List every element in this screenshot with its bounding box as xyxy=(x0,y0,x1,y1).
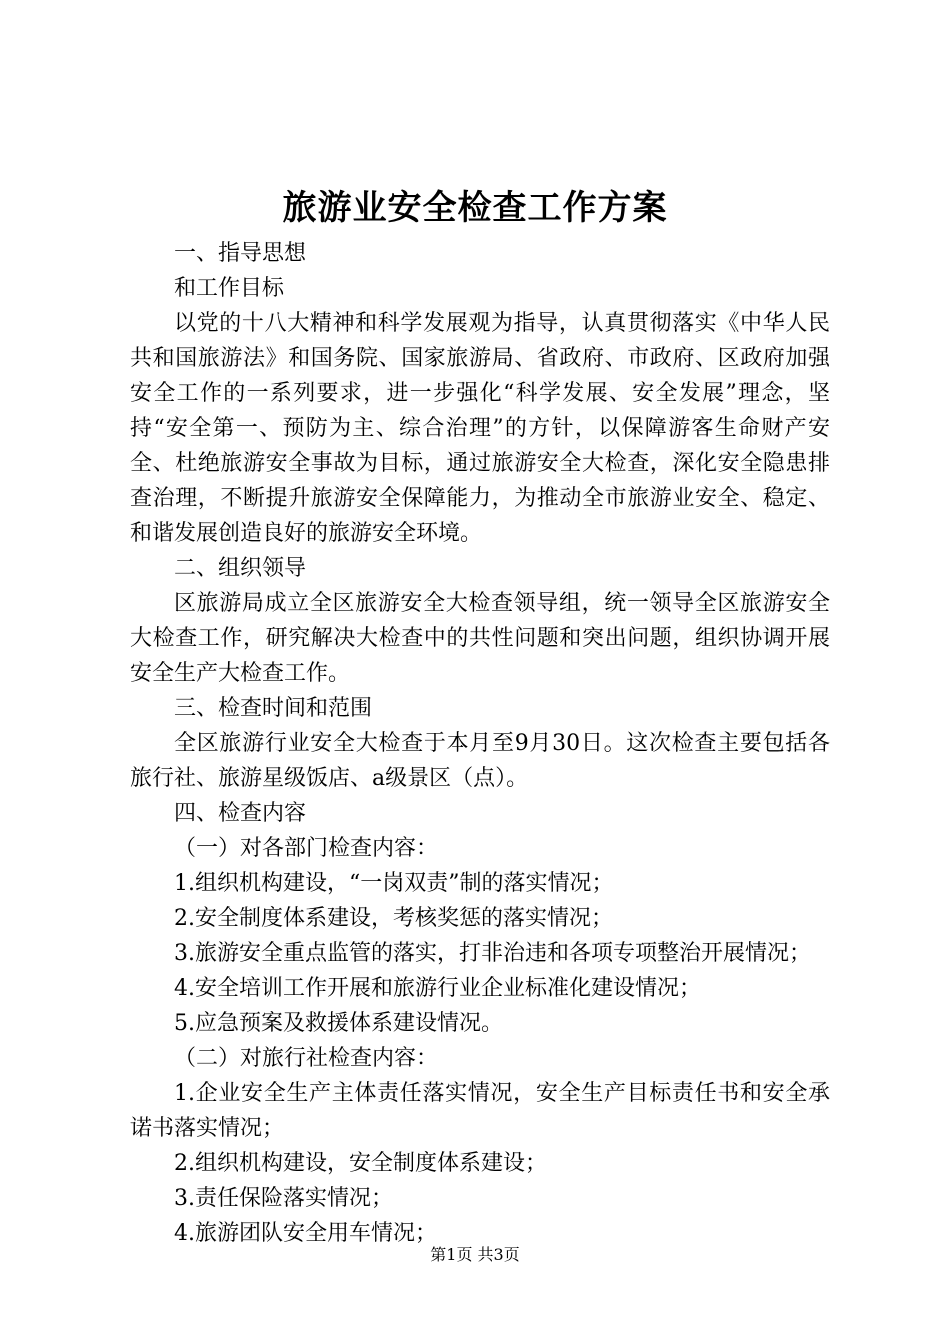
paragraph-organization: 区旅游局成立全区旅游安全大检查领导组，统一领导全区旅游安全大检查工作，研究解决大检查中的共性问题和突出问题，组织协调开展安全生产大检查工作。 xyxy=(130,591,830,686)
section-heading-guiding-thought: 一、指导思想 xyxy=(174,241,307,266)
list-item: 4.安全培训工作开展和旅游行业企业标准化建设情况； xyxy=(174,976,701,1001)
list-item: 2.安全制度体系建设，考核奖惩的落实情况； xyxy=(174,906,613,931)
paragraph-time-scope: 全区旅游行业安全大检查于本月至9月30日。这次检查主要包括各旅行社、旅游星级饭店、a级景区（点）。 xyxy=(130,731,830,791)
list-item: 3.责任保险落实情况； xyxy=(174,1186,393,1211)
document-body xyxy=(130,236,830,1251)
list-item: 5.应急预案及救援体系建设情况。 xyxy=(174,1011,503,1036)
list-item: 1.组织机构建设，“一岗双责”制的落实情况； xyxy=(174,871,614,896)
section-heading-time-scope: 三、检查时间和范围 xyxy=(174,696,373,721)
list-item: 4.旅游团队安全用车情况； xyxy=(174,1221,437,1246)
section-heading-organization: 二、组织领导 xyxy=(174,556,307,581)
list-item: 3.旅游安全重点监管的落实，打非治违和各项专项整治开展情况； xyxy=(174,941,811,966)
list-item: 1.企业安全生产主体责任落实情况，安全生产目标责任书和安全承诺书落实情况； xyxy=(130,1081,830,1141)
subsection-heading-departments: （一）对各部门检查内容： xyxy=(174,836,439,861)
list-item: 2.组织机构建设，安全制度体系建设； xyxy=(174,1151,547,1176)
section-heading-work-goal: 和工作目标 xyxy=(174,276,285,301)
page-number-footer: 第1页 共3页 xyxy=(430,1245,520,1264)
paragraph-guiding-thought: 以党的十八大精神和科学发展观为指导，认真贯彻落实《中华人民共和国旅游法》和国务院、国家旅游局、省政府、市政府、区政府加强安全工作的一系列要求，进一步强化“科学发展、安全发展”理念，坚持“安全第一、预防为主、综合治理”的方针，以保障游客生命财产安全、杜绝旅游安全事故为目标，通过旅游安全大检查，深化安全隐患排查治理，不断提升旅游安全保障能力，为推动全市旅游业安全、稳定、和谐发展创造良好的旅游安全环境。 xyxy=(130,311,830,546)
subsection-heading-travel-agencies: （二）对旅行社检查内容： xyxy=(174,1046,439,1071)
document-title: 旅游业安全检查工作方案 xyxy=(282,188,668,228)
section-heading-inspection-content: 四、检查内容 xyxy=(174,801,307,826)
